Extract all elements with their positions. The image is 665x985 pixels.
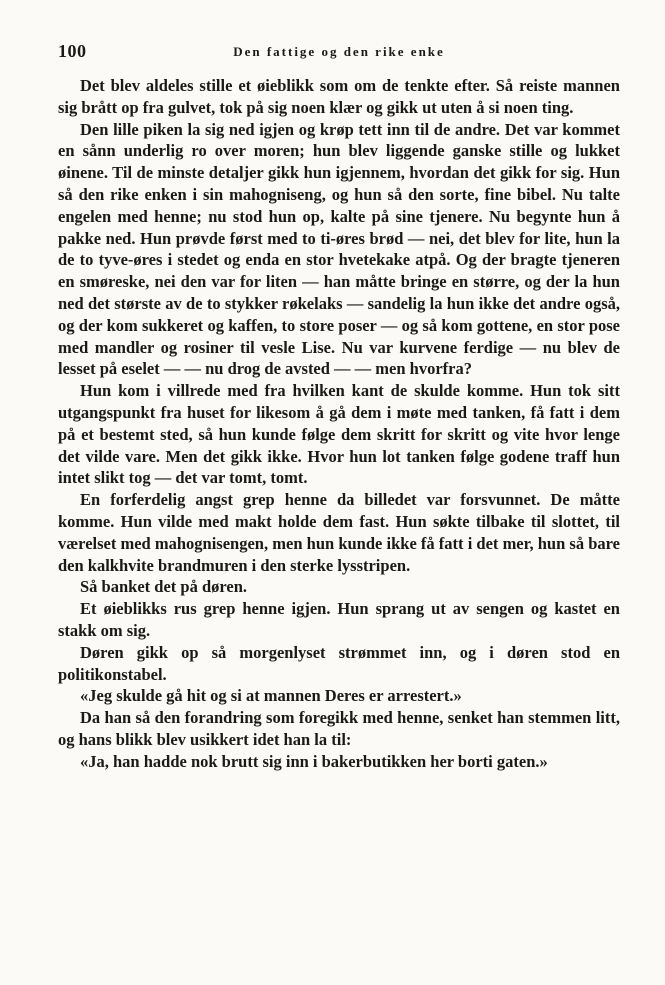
paragraph: Det blev aldeles stille et øieblikk som om de tenkte efter. Så reiste mannen sig brått op fra gulvet, tok på sig noen klær og gikk ut uten å si noen ting. [58, 76, 620, 117]
page-number: 100 [58, 41, 87, 61]
paragraph: «Ja, han hadde nok brutt sig inn i bakerbutikken her borti gaten.» [80, 751, 548, 771]
paragraph: Et øieblikks rus grep henne igjen. Hun sprang ut av sengen og kastet en stakk om sig. [58, 599, 620, 640]
paragraph: Da han så den forandring som foregikk med henne, senket han stemmen litt, og hans blikk blev usikkert idet han la til: [58, 708, 620, 749]
paragraph: Så banket det på døren. [80, 577, 248, 597]
paragraph: Hun kom i villrede med fra hvilken kant de skulde komme. Hun tok sitt utgangspunkt fra huset for likesom å gå dem i møte med tanken, få fatt i dem på et bestemt sted, så hun kunde følge dem skritt for skritt og vite hvor lenge det vilde vare. Men det gikk ikke. Hvor hun lot tanken følge godene traff hun intet slikt tog — det var tomt, tomt. [58, 381, 620, 488]
page-header [58, 38, 620, 62]
paragraph: «Jeg skulde gå hit og si at mannen Deres er arrestert.» [80, 686, 462, 706]
paragraph: En forferdelig angst grep henne da billedet var forsvunnet. De måtte komme. Hun vilde med makt holde dem fast. Hun søkte tilbake til slottet, til værelset med mahognisengen, men hun kunde ikke få fatt i det mer, hun så bare den kalkhvite brandmuren i den sterke lysstripen. [58, 490, 620, 575]
body-text [58, 75, 620, 773]
paragraph: Den lille piken la sig ned igjen og krøp tett inn til de andre. Det var kommet en sånn underlig ro over moren; hun blev liggende ganske stille og lukket øinene. Til de minste detaljer gikk hun igjennem, hvordan det gikk for sig. Hun så den rike enken i sin mahogniseng, og hun så den sorte, fine bibel. Nu talte engelen med henne; nu stod hun op, kalte på sine tjenere. Nu begynte hun å pakke ned. Hun prøvde først med to ti-øres brød — nei, det blev for lite, hun la de to tyve-øres i stedet og enda en stor hvetekake atpå. Og der bragte tjeneren en smøreske, nei den var for liten — han måtte bringe en større, og der la hun ned det største av de to stykker røkelaks — sandelig la hun ikke det andre også, og der kom sukkeret og kaffen, to store poser — og så kom gottene, en stor pose med mandler og rosiner til vesle Lise. Nu var kurvene ferdige — nu blev de lesset på eselet — — nu drog de avsted — — men hvorfra? [58, 119, 620, 379]
running-title: Den fattige og den rike enke [233, 44, 445, 59]
paragraph: Døren gikk op så morgenlyset strømmet inn, og i døren stod en politikonstabel. [58, 642, 620, 684]
